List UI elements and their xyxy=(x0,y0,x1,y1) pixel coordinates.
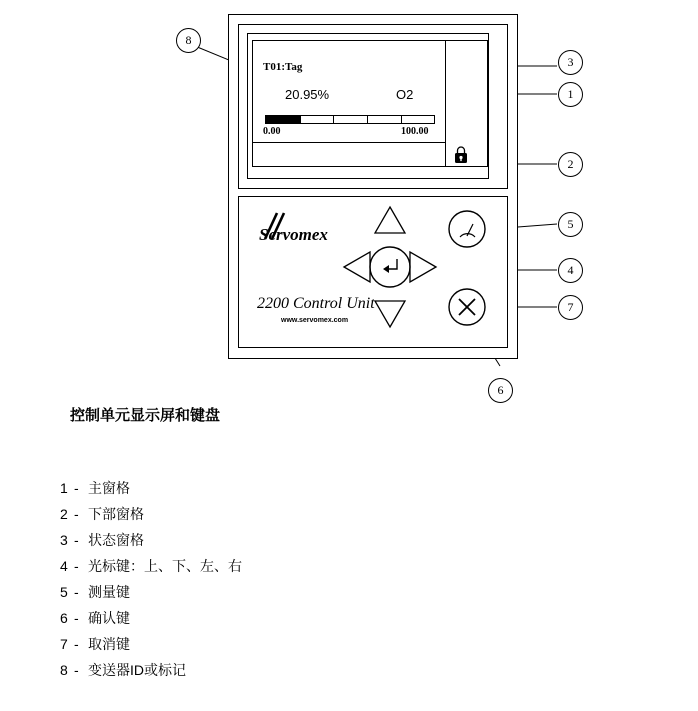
legend-dash: - xyxy=(74,506,79,522)
list-item xyxy=(60,660,580,686)
legend-list xyxy=(60,478,580,686)
website-url: www.servomex.com xyxy=(281,317,349,324)
callout-7: 7 xyxy=(558,295,583,320)
legend-label: 测量键 xyxy=(88,584,130,600)
callout-3: 3 xyxy=(558,50,583,75)
reading-unit: O2 xyxy=(396,87,414,102)
callout-8: 8 xyxy=(176,28,201,53)
legend-label: 变送器ID或标记 xyxy=(88,662,186,678)
legend-dash: - xyxy=(74,662,79,678)
padlock-icon xyxy=(453,145,469,165)
model-name: 2200 Control Unit xyxy=(257,295,375,312)
legend-number: 1 xyxy=(60,480,68,496)
legend-dash: - xyxy=(74,636,79,652)
legend-number: 7 xyxy=(60,636,68,652)
legend-label: 状态窗格 xyxy=(88,532,144,548)
legend-number: 6 xyxy=(60,610,68,626)
list-item xyxy=(60,504,580,530)
list-item xyxy=(60,530,580,556)
legend-label: 主窗格 xyxy=(88,480,130,496)
callout-4: 4 xyxy=(558,258,583,283)
callout-6: 6 xyxy=(488,378,513,403)
left-arrow-key[interactable] xyxy=(344,252,370,282)
callout-1: 1 xyxy=(558,82,583,107)
legend-label: 光标键：上、下、左、右 xyxy=(88,558,242,574)
brand-name: Servomex xyxy=(259,225,328,244)
list-item xyxy=(60,634,580,660)
legend-number: 4 xyxy=(60,558,68,574)
bar-gauge-ticks xyxy=(265,115,435,124)
legend-number: 3 xyxy=(60,532,68,548)
legend-dash: - xyxy=(74,610,79,626)
legend-label: 确认键 xyxy=(88,610,130,626)
scale-min-label: 0.00 xyxy=(263,126,281,137)
figure-caption: 控制单元显示屏和键盘 xyxy=(70,407,221,424)
legend-dash: - xyxy=(74,532,79,548)
lcd-screen xyxy=(252,40,488,167)
keypad-keys xyxy=(239,197,509,349)
legend-dash: - xyxy=(74,558,79,574)
legend-dash: - xyxy=(74,480,79,496)
cancel-key[interactable] xyxy=(449,289,485,325)
legend-dash: - xyxy=(74,584,79,600)
legend-label: 下部窗格 xyxy=(88,506,144,522)
legend-number: 2 xyxy=(60,506,68,522)
callout-5: 5 xyxy=(558,212,583,237)
list-item xyxy=(60,608,580,634)
list-item xyxy=(60,582,580,608)
keypad-panel xyxy=(238,196,508,348)
up-arrow-key[interactable] xyxy=(375,207,405,233)
legend-number: 8 xyxy=(60,662,68,678)
measure-key[interactable] xyxy=(449,211,485,247)
reading-value: 20.95% xyxy=(285,87,330,102)
enter-key[interactable] xyxy=(370,247,410,287)
legend-label: 取消键 xyxy=(88,636,130,652)
transmitter-tag: T01:Tag xyxy=(263,61,303,73)
callout-2: 2 xyxy=(558,152,583,177)
down-arrow-key[interactable] xyxy=(375,301,405,327)
scale-max-label: 100.00 xyxy=(401,126,429,137)
legend-number: 5 xyxy=(60,584,68,600)
right-arrow-key[interactable] xyxy=(410,252,436,282)
list-item xyxy=(60,478,580,504)
lower-pane-divider xyxy=(253,142,445,143)
list-item xyxy=(60,556,580,582)
